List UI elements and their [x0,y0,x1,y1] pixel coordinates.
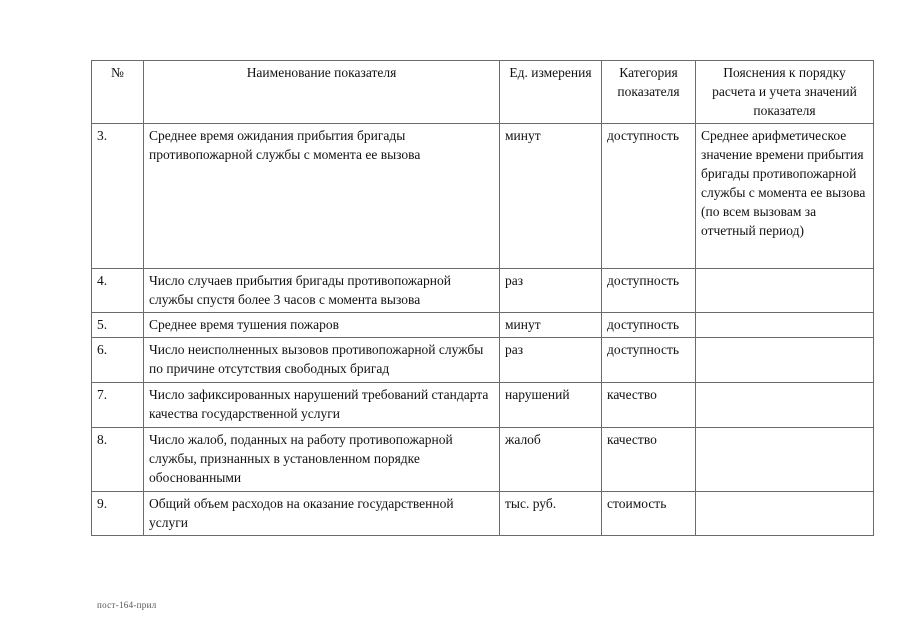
row-unit: тыс. руб. [500,492,602,536]
row-category: качество [602,428,696,492]
table-row [92,124,874,269]
table-row [92,492,874,536]
row-unit: минут [500,124,602,269]
row-name: Число жалоб, поданных на работу противопожарной службы, признанных в установленном порядке обоснованными [144,428,500,492]
row-num: 9. [92,492,144,536]
row-note [696,428,874,492]
row-num: 5. [92,313,144,338]
row-unit: нарушений [500,383,602,428]
table-row [92,338,874,383]
row-name: Число зафиксированных нарушений требований стандарта качества государственной услуги [144,383,500,428]
header-unit: Ед. измерения [500,61,602,124]
table-header-row [92,61,874,124]
row-note [696,338,874,383]
row-category: стоимость [602,492,696,536]
row-num: 7. [92,383,144,428]
table-row [92,428,874,492]
row-unit: раз [500,338,602,383]
header-category: Категория показателя [602,61,696,124]
row-category: доступность [602,338,696,383]
header-name: Наименование показателя [144,61,500,124]
row-num: 8. [92,428,144,492]
table-row [92,269,874,313]
table-row [92,383,874,428]
row-name: Число неисполненных вызовов противопожарной службы по причине отсутствия свободных бригад [144,338,500,383]
row-unit: минут [500,313,602,338]
footer-document-mark: пост-164-прил [97,600,157,610]
table-row [92,313,874,338]
row-note [696,269,874,313]
indicators-table [91,60,874,536]
row-unit: жалоб [500,428,602,492]
row-note [696,492,874,536]
header-note: Пояснения к порядку расчета и учета значений показателя [696,61,874,124]
row-category: качество [602,383,696,428]
row-category: доступность [602,124,696,269]
row-name: Среднее время ожидания прибытия бригады противопожарной службы с момента ее вызова [144,124,500,269]
row-name: Общий объем расходов на оказание государственной услуги [144,492,500,536]
row-num: 4. [92,269,144,313]
row-unit: раз [500,269,602,313]
row-category: доступность [602,269,696,313]
row-note: Среднее арифметическое значение времени прибытия бригады противопожарной службы с момента ее вызова (по всем вызовам за отчетный период) [696,124,874,269]
row-num: 6. [92,338,144,383]
row-num: 3. [92,124,144,269]
row-name: Число случаев прибытия бригады противопожарной службы спустя более 3 часов с момента вызова [144,269,500,313]
row-note [696,383,874,428]
row-name: Среднее время тушения пожаров [144,313,500,338]
row-category: доступность [602,313,696,338]
row-note [696,313,874,338]
header-num: № [92,61,144,124]
